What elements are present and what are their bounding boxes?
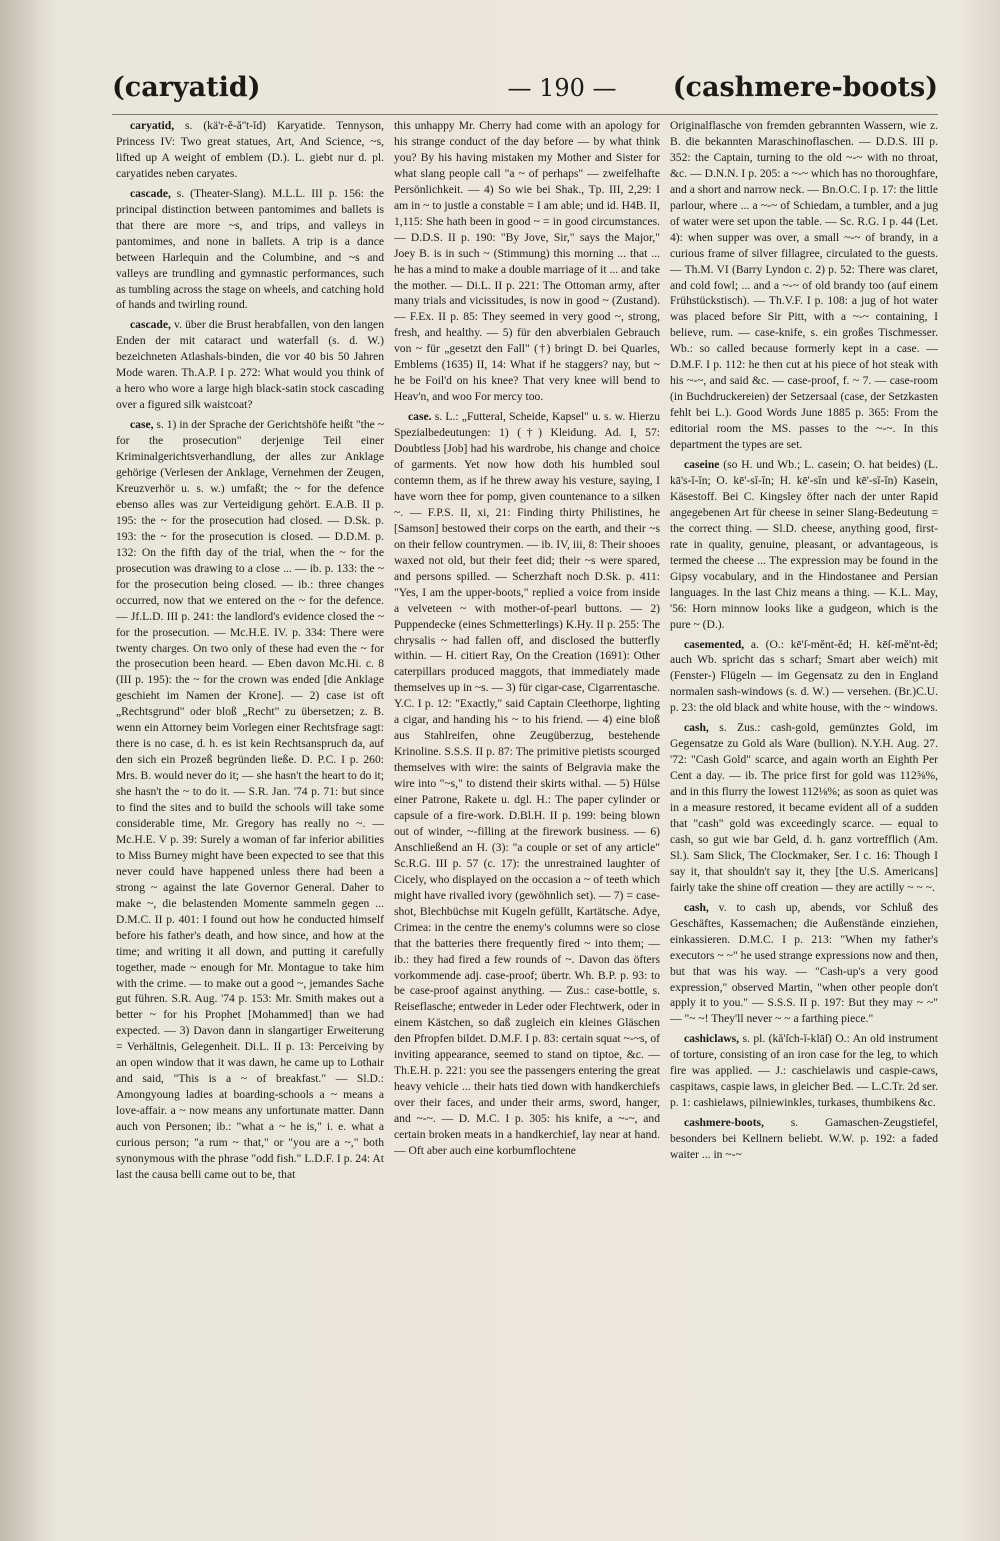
entry-headword: casemented,	[684, 637, 745, 651]
entry-headword: cash,	[684, 721, 709, 735]
entry-text: s. Gamaschen-Zeugstiefel, besonders bei Kellnern beliebt. W.W. p. 192: a faded waiter ... in ~-~	[670, 1116, 938, 1162]
entry-text: a. (O.: kē'ſ-mĕnt-ĕd; H. kēſ-mĕ'nt-ĕd; auch Wb. spricht das s scharf; Smart aber weich) mit (Fenster-) Flügeln — im Gegensatz zu den in England normalen sash-windows (s. d. W.) — versehen. (Br.)C.U. p. 23: the old black and white house, with the ~ windows.	[670, 637, 938, 715]
entry-headword: cash,	[684, 900, 709, 914]
entry-text: s. (kä'r-ĕ-ă''t-ĭd) Karyatide. Tennyson, Princess IV: Two great statues, Art, And Science, ~s, lifted up A weight of emblem (D.). L. giebt nur d. pl. caryatides neben caryates.	[116, 119, 384, 180]
entry-text: this unhappy Mr. Cherry had come with an apology for his strange conduct of the day before — by what think you? By his having mistaken my Mother and Sister for what slang people call "a ~ of perhaps" — zweifelhafte Persönlichkeit. — 4) So wie bei Shak., Tp. III, 2,29: I am in ~ to justle a constable = I am able; und id. H4B. II, 1,115: She hath been in good ~ = in good circumstances. — D.D.S. II p. 190: "By Jove, Sir," says the Major," Joey B. is in such ~ (Stimmung) this morning ... that ... he has a mind to make a double marriage of it ... and take the mother. — Di.L. II p. 221: The Ottoman army, after many trials and vicissitudes, is now in good ~ (Zustand). — F.Ex. II p. 85: They seemed in very good ~, strong, fresh, and healthy. — 5) für den abverbialen Gebrauch von ~ für „gesetzt den Fall" (†) bringt D. bei Quarles, Emblems (1635) II, 14: What if he staggers? nay, but ~ he be Foil'd on his knee? That very knee will bend to Heav'n, and woo For mercy too.	[394, 119, 660, 404]
dictionary-entry	[670, 1115, 938, 1163]
dictionary-entry	[670, 118, 938, 453]
entry-headword: caseine	[684, 458, 720, 472]
column-1	[116, 118, 384, 1463]
dictionary-entry	[670, 900, 938, 1028]
header-first-word: (caryatid)	[112, 72, 261, 103]
entry-text: s. (Theater-Slang). M.L.L. III p. 156: the principal distinction between pantomimes and ballets is that there are more ~s, and trips, and valleys in pantomimes, and none in ballets. A trip is a dance between Harlequin and the Columbine, and ~s and valleys are trundling and gymnastic performances, such as tumbling across the stage on wheels, and catching hold of hands and twirling round.	[116, 186, 384, 312]
entry-headword: case.	[408, 410, 432, 424]
entry-text: s. 1) in der Sprache der Gerichtshöfe heißt "the ~ for the prosecution" derjenige Teil einer Kriminalgerichtsverhandlung, der alles zur Anklage gehörige (Verlesen der Anklage, Vernehmen der Zeugen, Kreuzverhör u. s. w.) umfaßt; the ~ for the defence ebenso alles was zur Verteidigung gehört. E.A.B. II p. 195: the ~ for the prosecution had closed. — D.Sk. p. 193: the ~ for the prosecution is closed. — D.D.M. p. 132: On the fifth day of the trial, when the ~ for the prosecution was drawing to a close ... — ib. p. 133: the ~ for the prosecution being closed. — ib.: three changes occurred, now that we entered on the ~ for the defence. — Jf.L.D. III p. 241: the landlord's evidence closed the ~ for the prosecution. — Mc.H.E. IV. p. 334: There were twenty charges. On two only of these had even the ~ for the prosecution been heard. — Eben davon Mc.Hi. c. 8 (III p. 195): the ~ for the crown was ended [die Anklage geschieht im Namen der Krone]. — 2) case ist oft „Rechtsgrund" oder bloß „Recht" zu übersetzen; z. B. wenn ein Attorney beim Vorlegen einer Rechtsfrage sagt: there is no case, d. h. es ist kein Rechtsanspruch da, auf den sich ein Prozeß begründen ließe. D. P.C. I p. 260: Mrs. B. would never do it; — she hasn't the heart to do it; she hasn't the ~ to do it. — S.R. Jan. '74 p. 71: but since to find the sites and to build the schools will take some considerable time, Mr. Gregory has really no ~. — Mc.H.E. V p. 39: Surely a woman of far inferior abilities to Miss Burney might have been expected to see that this never could have happened unless there had been a strong ~ against the late Governor General. Daher to make ~, die belastenden Momente sammeln gegen ... D.M.C. II p. 401: I found out how he conducted himself before his father's death, and how since, and how at the time; and writing it all down, and putting it carefully together, made ~ enough for Mr. Montague to take him with the crime. — to make out a good ~, jemandes Sache gut führen. S.R. Aug. '74 p. 153: Mr. Smith makes out a better ~ for his Prophet [Mohammed] than we had expected. — 3) Davon dann in slangartiger Erweiterung = Verhältnis, Gelegenheit. Di.L. II p. 13: Perceiving by an open window that it was dawn, he came up to Lothair and said, "This is a ~ of breakfast." — Sl.D.: Amongyoung ladies at boarding-schools a ~ means a love-affair. a ~ now means any unfortunate matter. Dann auch von Personen; ib.: "what a ~ he is," i. e. what a curious person; "a rum ~ that," or "you are a ~," both synonymous with the phrase "odd fish." L.D.F. I p. 24: At last the causa belli came out to be, that	[116, 418, 384, 1181]
dictionary-entry	[670, 1031, 938, 1111]
entry-headword: cascade,	[130, 318, 171, 332]
dictionary-entry	[394, 409, 660, 1159]
entry-headword: caryatid,	[130, 119, 175, 132]
entry-headword: cascade,	[130, 186, 171, 200]
entry-text: s. L.: „Futteral, Scheide, Kapsel" u. s. w. Hierzu Spezialbedeutungen: 1) (†) Kleidung. Ad. I, 57: Doubtless [Job] had his wardrobe, his change and choice of garments. Yet now how doth his humbled soul contemn them, as if he threw away his vesture, saying, I have worn thee for pomp, given countenance to a silken ~. — F.P.S. II, xi, 21: Finding thirty Philistines, he [Samson] bestowed their corps on the earth, and their ~s on their fellow countrymen. — ib. IV, iii, 8: Their shooes waxed not old, but their feet did; their ~s were spared, and persons spilled. — Scherzhaft noch D.Sk. p. 411: "Yes, I am the upper-boots," replied a voice from inside a velveteen ~ with mother-of-pearl buttons. — 2) Puppendecke (eines Schmetterlings) K.Hy. II p. 255: The chrysalis ~ had fallen off, and disclosed the butterfly within. — H. citiert Ray, On the Creation (1691): Other caterpillars produced maggots, that immediately made themselves up in ~s. — 3) für cigar-case, Cigarrentasche. Y.C. I p. 12: "Exactly," said Captain Cleethorpe, lighting a cigar, and handing his ~ to his friend. — 4) eine bloß aus Stahlreifen, ohne Zeugüberzug, bestehende Krinoline. S.S.S. II p. 87: The primitive pietists scourged themselves with wire: the saints of Belgravia make the wire into "~s," to distend their skirts withal. — 5) Hülse einer Patrone, Rakete u. dgl. H.: The paper cylinder or capsule of a fire-work. D.Bl.H. II p. 199: being blown out of winder, ~-filling at the firework business. — 6) Anschließend an H. (3): "a couple or set of any article" Sc.R.G. III p. 57 (c. 17): the unrestrained laughter of Cicely, who displayed on the occasion a ~ of teeth which might have rivalled ivory (gewöhnlich set). — 7) = case-shot, Blechbüchse mit Kugeln gefüllt, Kartätsche. Adye, Crimea: in the centre the enemy's columns were so close that the batteries there frequently fired ~ into them; — ib.: they had fired a few rounds of ~. Davon das öfters vorkommende adj. case-proof; übertr. Wh. B.P. p. 93: to be case-proof against anything. — Zus.: case-bottle, s. Reiseflasche; entweder in Leder oder Flechtwerk, oder in einem Kästchen, so daß zugleich ein kleines Gläschen den Pfropfen bildet. D.M.F. I p. 83: certain squat ~-~s, of inviting appearance, seemed to stand on tiptoe, &c. — Th.E.H. p. 221: you see the passengers entering the great heavy vehicle ... their hats tied down with handkerchiefs over their faces, and under their arms, sword, hanger, and ~-~. — D. M.C. I p. 305: his knife, a ~-~, and certain broken meats in a handkerchief, lay near at hand. — Oft aber auch eine korbumflochtene	[394, 410, 660, 1157]
entry-text: s. Zus.: cash-gold, gemünztes Gold, im Gegensatze zu Gold als Ware (bullion). N.Y.H. Aug. 27. '72: "Cash Gold" scarce, and again worth an Eighth Per Cent a day. — ib. The price first for gold was 112⅝%, and in this flurry the lowest 112⅛%; as soon as quiet was in a measure restored, it became evident all of a sudden that "cash" gold was exceedingly scarce. — equal to cash, so gut wie bar Geld, d. h. ganz vortrefflich (Am. Sl.). Sam Slick, The Clockmaker, Ser. I c. 16: Though I say it, that shouldn't say it, they [the U.S. Americans] fairly take the shine off creation — they are actilly ~ ~ ~.	[670, 721, 938, 894]
dictionary-entry	[394, 118, 660, 405]
entry-text: v. über die Brust herabfallen, von den langen Enden der mit cataract und waterfall (s. d. W.) bezeichneten Atlashals-binden, die vor 40 bis 50 Jahren Mode waren. Th.A.P. I p. 272: What would you think of a hero who wore a large high black-satin stock cascading over a figured silk waistcoat?	[116, 318, 384, 412]
page-number: — 190 —	[507, 74, 617, 102]
entry-text: s. pl. (kă'ſch-ĭ-klāſ) O.: An old instrument of torture, consisting of an iron case for the leg, to which fire was applied. — J.: caschielawis und caspie-caws, caspitaws, caspie laws, in gleicher Bed. — L.C.Tr. 2d ser. p. 1: cashielaws, pilniewinkles, turkases, thumbikens &c.	[670, 1032, 938, 1110]
running-header	[112, 72, 938, 112]
dictionary-entry	[670, 457, 938, 632]
entry-text: v. to cash up, abends, vor Schluß des Geschäftes, Kassemachen; die Außenstände einziehen, einkassieren. D.M.C. I p. 213: "When my father's executors ~ ~" he used strange expressions now and then, but that was his way. — "Cash-up's a very good expression," observed Martin, "when other people don't apply it to you." — S.S.S. II p. 197: But they may ~ ~" — "~ ~! They'll never ~ ~ a farthing piece."	[670, 900, 938, 1026]
entry-headword: cashiclaws,	[684, 1032, 740, 1046]
dictionary-entry	[116, 317, 384, 413]
entry-headword: cashmere-boots,	[684, 1116, 764, 1130]
dictionary-entry	[116, 186, 384, 314]
column-3	[670, 118, 938, 1463]
dictionary-entry	[670, 720, 938, 895]
column-2	[394, 118, 660, 1463]
binding-shadow	[0, 0, 60, 1541]
dictionary-entry	[116, 417, 384, 1183]
entry-headword: case,	[130, 418, 154, 432]
dictionary-entry	[670, 637, 938, 717]
entry-text: (so H. und Wb.; L. casein; O. hat beides) (L. kā's-ĭ-ĭn; O. kē'-sĭ-ĭn; H. kē'-sĭn und kē'-sĭ-ĭn) Kasein, Käsestoff. Bei C. Kingsley öfter nach der unter Rapid angegebenen Art für cheese in seiner Slang-Bedeutung = the correct thing. — Sl.D. cheese, anything good, first-rate in quality, genuine, pleasant, or advantageous, is termed the cheese ... The expression may be found in the Gipsy vocabulary, and in the Hindostanee and Persian languages. In the last Chiz means a thing. — K.L. May, '56: Horn minnow looks like a gudgeon, which is the pure ~ (D.).	[670, 458, 938, 631]
dictionary-entry	[116, 118, 384, 182]
header-rule	[112, 114, 938, 115]
header-last-word: (cashmere-boots)	[672, 72, 938, 103]
entry-text: Originalflasche von fremden gebrannten Wassern, wie z. B. die bekannten Maraschinoflaschen. — D.D.S. III p. 352: the Captain, turning to the old ~-~ with no throat, &c. — D.N.N. I p. 205: a ~-~ which has no thoroughfare, and a short and narrow neck. — Bn.O.C. I p. 17: the little parlour, where ... a ~-~ of Schiedam, a tumbler, and a jug of water were set upon the table. — Sc. R.G. I p. 44 (Let. 4): when supper was over, a small ~-~ of brandy, in a curious frame of silver fillagree, circulated to the guests. — Th.M. VI (Barry Lyndon c. 2) p. 52: There was claret, and cold fowl; ... and a ~-~ of old brandy too (auf einem Frühstückstisch). — Th.V.F. I p. 108: a jug of hot water was placed before Sir Pitt, with a ~-~ containing, I believe, rum. — case-knife, s. ein großes Tischmesser. Wb.: so called because formerly kept in a case. — D.M.F. I p. 112: he then cut at his piece of hot steak with his ~-~, and said &c. — case-proof, f. ~ 7. — case-room (in Buchdruckereien) der Setzersaal (case, der Setzkasten fehlt bei L.). Good Words June 1885 p. 365: From the editorial room the MS. passes to the ~-~. In this department the types are set.	[670, 119, 938, 452]
